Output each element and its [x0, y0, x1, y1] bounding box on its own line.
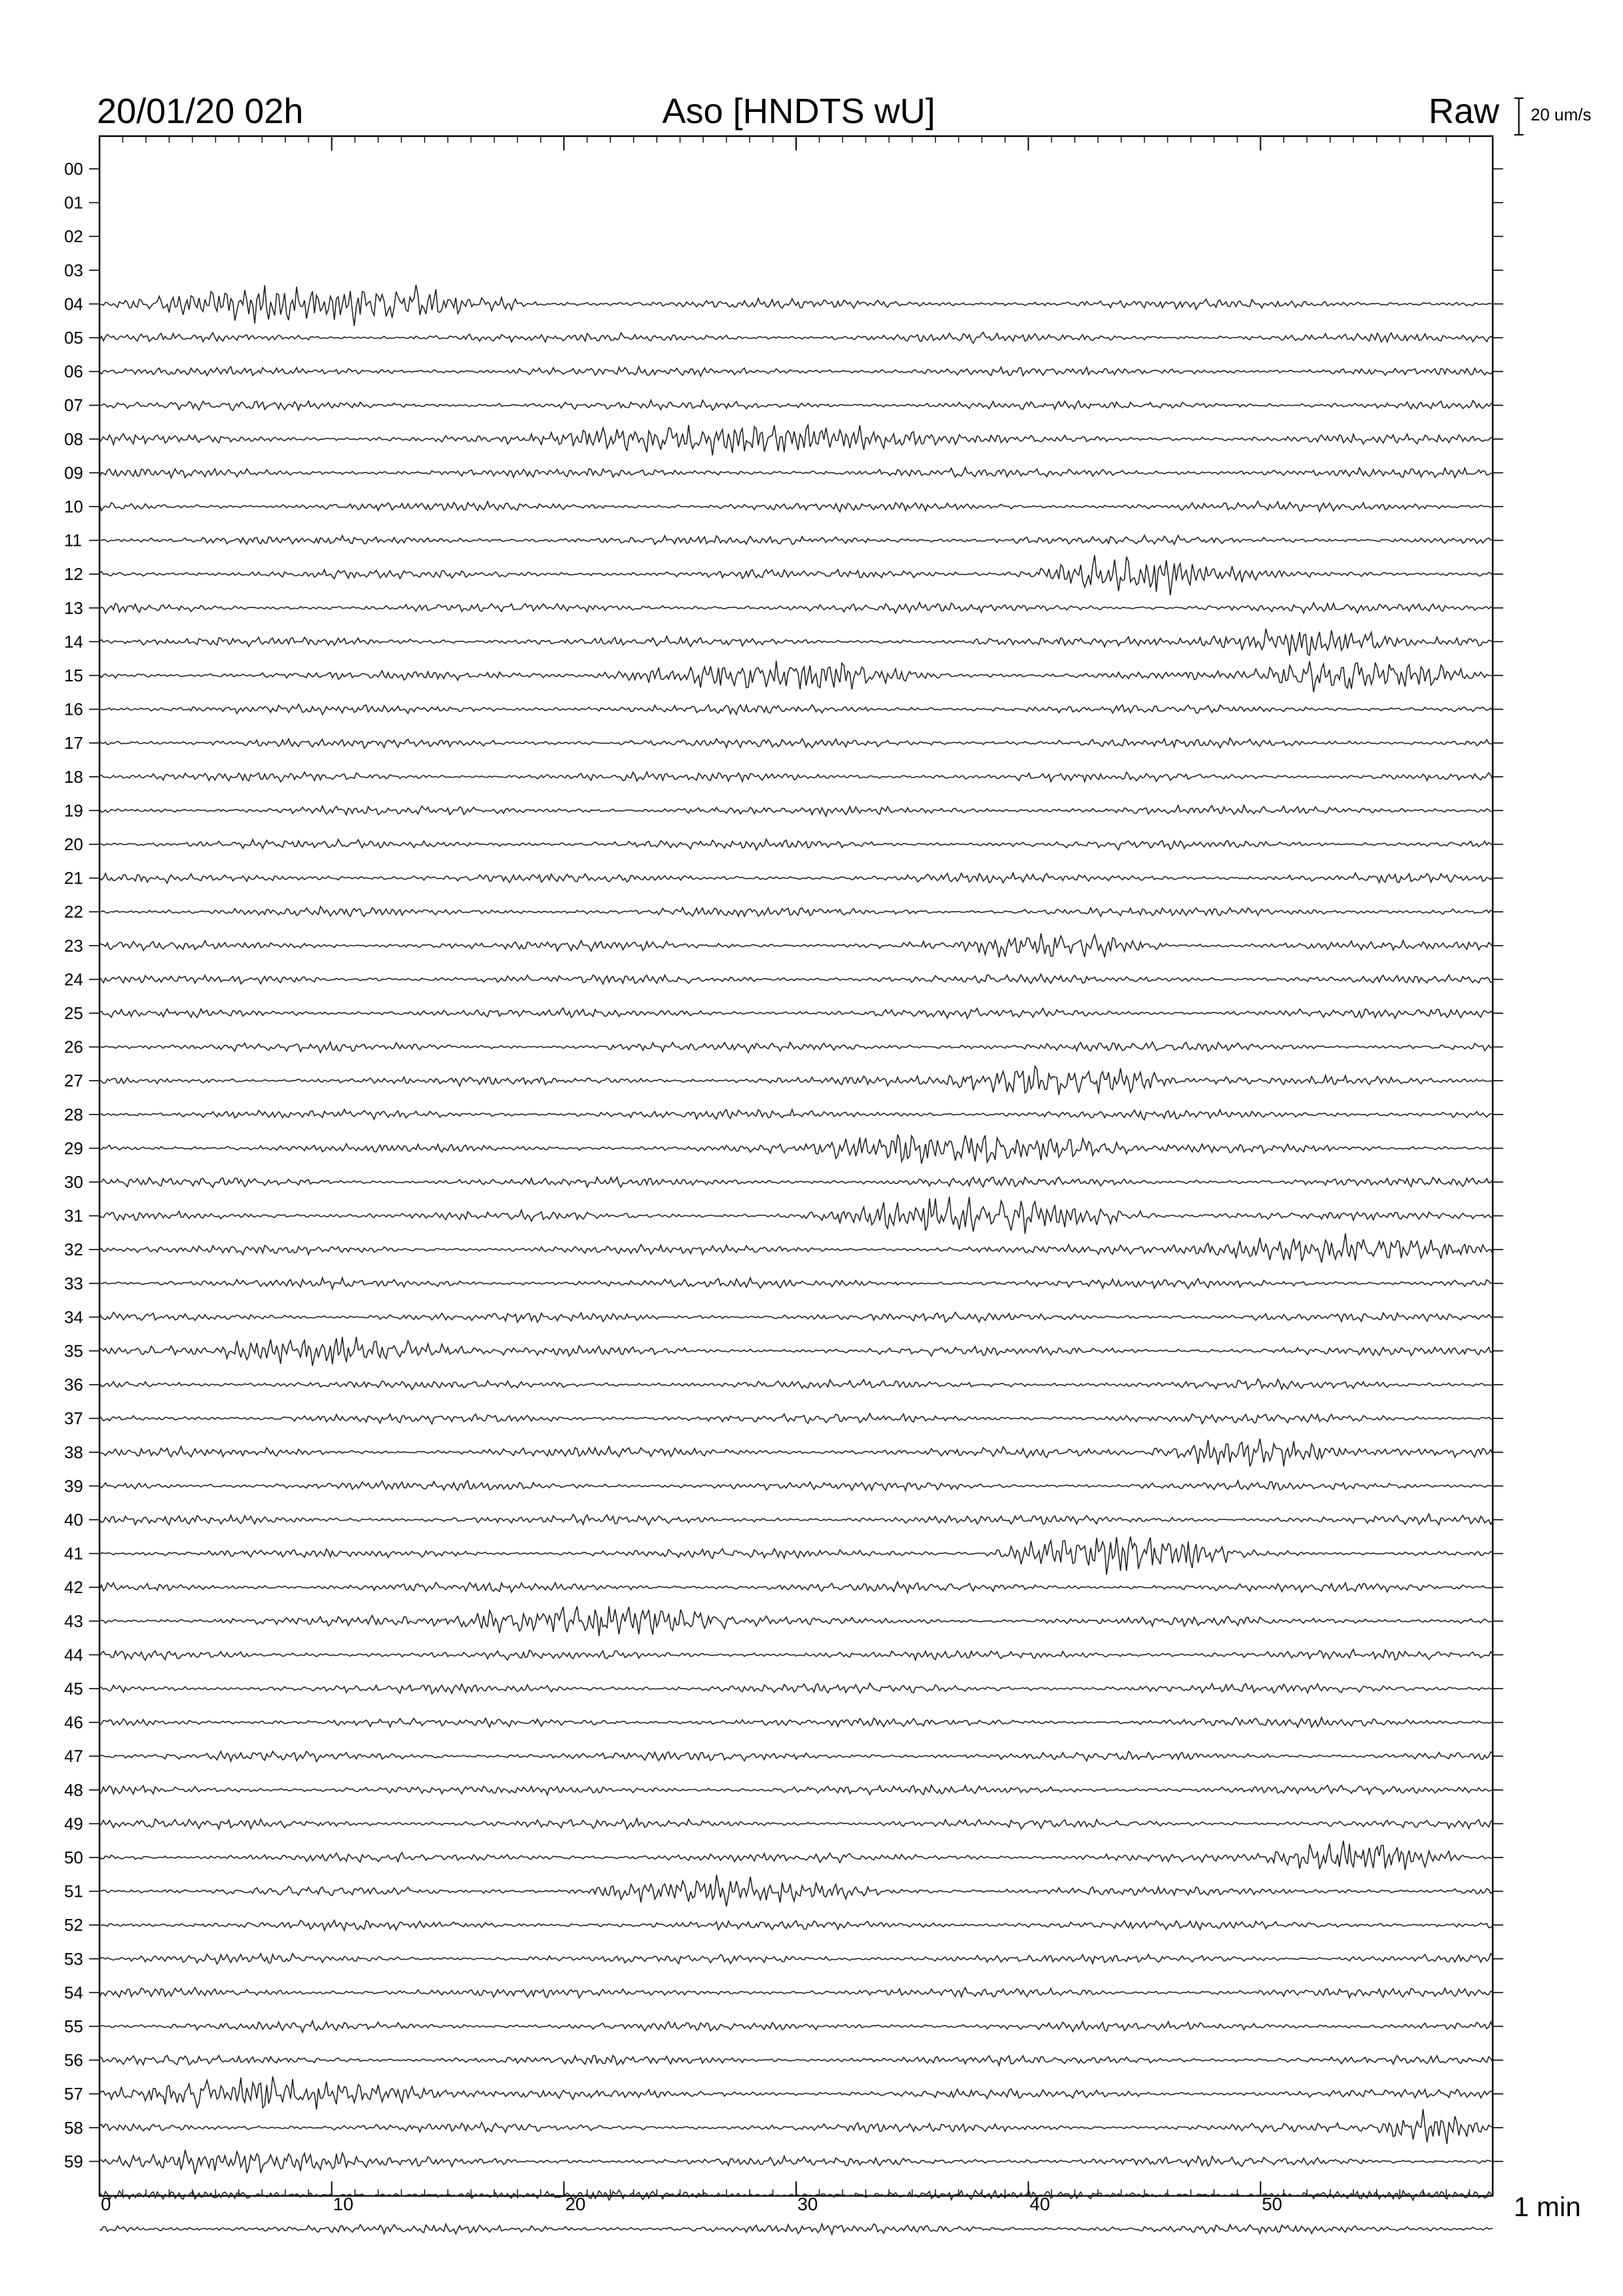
seismic-trace: [100, 367, 1493, 376]
row-label: 35: [64, 1341, 83, 1361]
row-label: 31: [64, 1206, 83, 1226]
row-label: 55: [64, 2017, 83, 2036]
row-label: 45: [64, 1679, 83, 1698]
seismic-trace: [100, 2150, 1493, 2174]
seismic-trace: [100, 1875, 1493, 1907]
seismic-trace: [100, 1134, 1493, 1164]
row-label: 06: [64, 361, 83, 382]
row-label: 02: [64, 226, 83, 247]
seismic-trace: [100, 400, 1493, 410]
row-label: 00: [64, 159, 83, 179]
seismic-trace: [100, 1177, 1493, 1187]
amplitude-scale-label: 20 um/s: [1531, 105, 1592, 124]
row-label: 50: [64, 1848, 83, 1867]
row-label: 09: [64, 463, 83, 483]
row-label: 49: [64, 1814, 83, 1834]
row-label: 56: [64, 2050, 83, 2070]
row-label: 26: [64, 1037, 83, 1057]
seismic-trace: [100, 906, 1493, 916]
row-label: 48: [64, 1780, 83, 1800]
row-label: 22: [64, 902, 83, 922]
row-label: 39: [64, 1476, 83, 1496]
x-tick-label: 0: [101, 2194, 111, 2214]
row-label: 21: [64, 868, 83, 888]
seismic-trace: [100, 873, 1493, 884]
trace-group: [100, 285, 1493, 2234]
row-label: 03: [64, 260, 83, 280]
row-label: 16: [64, 699, 83, 719]
seismic-trace: [100, 1649, 1493, 1660]
seismic-trace: [100, 1066, 1493, 1095]
row-label: 57: [64, 2084, 83, 2104]
x-tick-label: 30: [797, 2194, 818, 2214]
seismic-trace: [100, 975, 1493, 984]
seismic-trace: [100, 501, 1493, 512]
seismic-trace: [100, 1954, 1493, 1964]
row-label: 17: [64, 733, 83, 753]
seismic-trace: [100, 1582, 1493, 1593]
seismic-trace: [100, 1233, 1493, 1263]
scale-bar: [1514, 98, 1523, 135]
row-label: 41: [64, 1543, 83, 1564]
row-label: 38: [64, 1442, 83, 1462]
row-label: 05: [64, 328, 83, 348]
row-label: 32: [64, 1240, 83, 1260]
seismic-trace: [100, 1537, 1493, 1575]
seismic-trace: [100, 1717, 1493, 1727]
row-label: 42: [64, 1577, 83, 1598]
row-label: 13: [64, 598, 83, 618]
seismic-trace: [100, 2224, 1493, 2234]
seismic-trace: [100, 1379, 1493, 1390]
row-label: 23: [64, 935, 83, 956]
row-label: 47: [64, 1746, 83, 1767]
seismic-trace: [100, 1312, 1493, 1322]
seismic-trace: [100, 425, 1493, 456]
station-title: Aso [HNDTS wU]: [662, 92, 936, 131]
seismic-trace: [100, 1480, 1493, 1490]
seismic-trace: [100, 1439, 1493, 1467]
row-label: 59: [64, 2151, 83, 2172]
row-label: 54: [64, 1982, 83, 2003]
row-label: 07: [64, 395, 83, 416]
row-label: 44: [64, 1645, 83, 1665]
row-label: 53: [64, 1948, 83, 1969]
seismic-trace: [100, 1197, 1493, 1234]
row-label: 52: [64, 1915, 83, 1935]
seismic-trace: [100, 704, 1493, 715]
seismic-trace: [100, 285, 1493, 326]
x-tick-label: 40: [1029, 2194, 1050, 2214]
date-hour-label: 20/01/20 02h: [97, 92, 304, 131]
row-label: 11: [64, 530, 82, 550]
row-label: 04: [64, 294, 83, 314]
row-label: 51: [64, 1881, 83, 1901]
seismic-trace: [100, 2077, 1493, 2110]
x-axis-unit-label: 1 min: [1514, 2191, 1581, 2222]
row-label: 29: [64, 1138, 83, 1158]
row-label: 24: [64, 969, 83, 990]
seismic-trace: [100, 1337, 1493, 1366]
seismic-trace: [100, 805, 1493, 816]
seismic-trace: [100, 467, 1493, 478]
row-label: 18: [64, 766, 83, 787]
seismic-trace: [100, 332, 1493, 344]
row-label: 28: [64, 1104, 83, 1124]
row-label: 01: [64, 192, 83, 213]
row-label: 43: [64, 1611, 83, 1631]
seismic-trace: [100, 772, 1493, 781]
seismic-trace: [100, 1840, 1493, 1870]
seismic-trace: [100, 933, 1493, 957]
row-label: 34: [64, 1307, 83, 1327]
x-tick-label: 10: [333, 2194, 354, 2214]
seismic-trace: [100, 603, 1493, 613]
seismic-trace: [100, 2021, 1493, 2032]
seismic-trace: [100, 555, 1493, 595]
row-label: 58: [64, 2117, 83, 2138]
seismic-trace: [100, 1008, 1493, 1018]
row-label: 08: [64, 429, 83, 449]
seismic-trace: [100, 629, 1493, 656]
seismic-trace: [100, 1920, 1493, 1930]
processing-mode-label: Raw: [1428, 92, 1499, 131]
seismic-trace: [100, 1109, 1493, 1120]
row-label: 36: [64, 1374, 83, 1395]
row-label: 30: [64, 1172, 83, 1192]
seismic-trace: [100, 535, 1493, 545]
seismic-trace: [100, 1514, 1493, 1525]
row-label: 14: [64, 632, 83, 652]
seismic-trace: [100, 1819, 1493, 1829]
row-label: 25: [64, 1003, 83, 1023]
x-tick-label: 20: [565, 2194, 586, 2214]
row-label: 10: [64, 497, 83, 516]
row-label: 27: [64, 1071, 83, 1091]
x-tick-labels: [101, 2194, 1282, 2214]
seismic-trace: [100, 1606, 1493, 1636]
row-label: 33: [64, 1273, 83, 1293]
seismic-trace: [100, 1683, 1493, 1694]
seismic-trace: [100, 1414, 1493, 1424]
row-label: 40: [64, 1510, 83, 1530]
seismic-trace: [100, 661, 1493, 692]
seismic-trace: [100, 1785, 1493, 1795]
row-label: 12: [64, 564, 83, 584]
seismic-trace: [100, 1751, 1493, 1762]
row-label: 46: [64, 1712, 83, 1732]
row-label: 20: [64, 834, 83, 854]
seismic-trace: [100, 839, 1493, 850]
seismic-trace: [100, 1042, 1493, 1052]
seismic-trace: [100, 2109, 1493, 2144]
row-label: 37: [64, 1408, 83, 1429]
x-tick-label: 50: [1262, 2194, 1283, 2214]
seismic-trace: [100, 1988, 1493, 1998]
seismic-trace: [100, 2055, 1493, 2065]
row-label: 15: [64, 666, 83, 685]
row-labels: [64, 159, 1503, 2171]
row-label: 19: [64, 800, 83, 821]
seismic-trace: [100, 1278, 1493, 1289]
seismic-trace: [100, 738, 1493, 749]
